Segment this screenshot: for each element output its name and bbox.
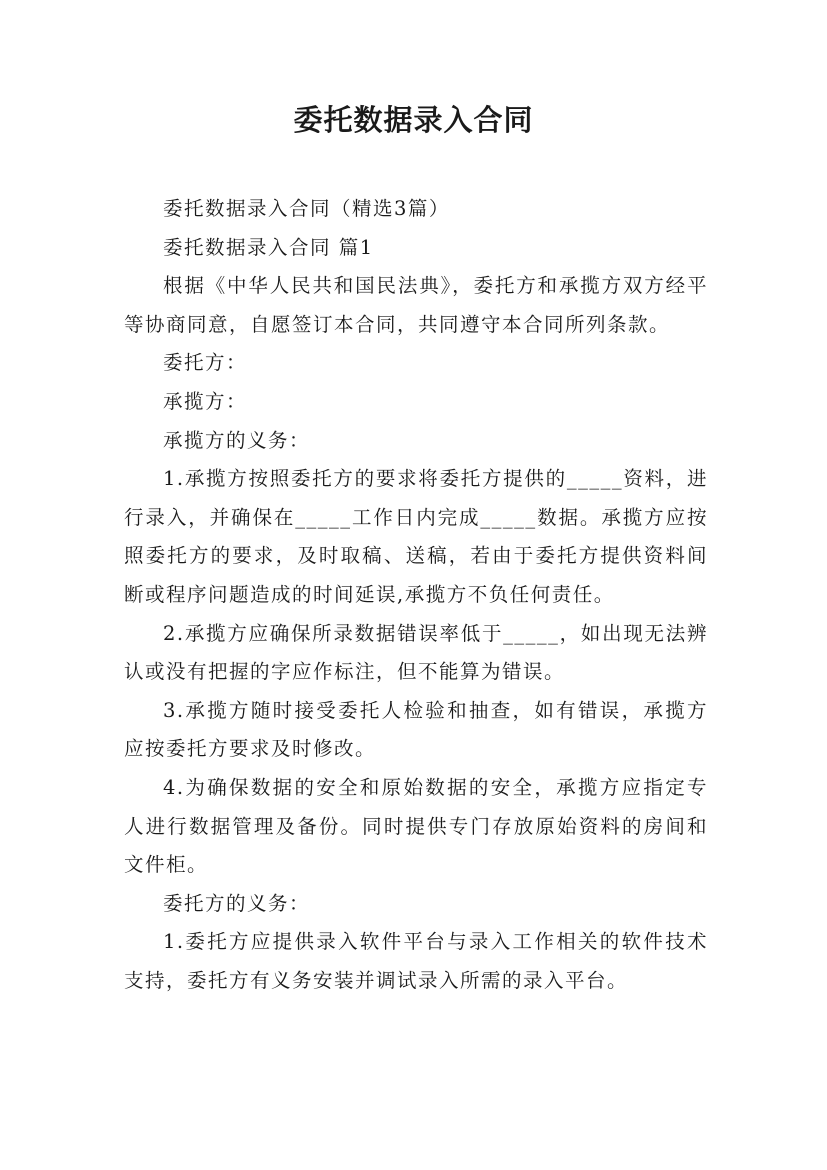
section-heading: 委托数据录入合同 篇1 — [163, 235, 374, 259]
contractor-obligations-heading: 承揽方的义务： — [163, 428, 311, 452]
contractor-clause-3: 3.承揽方随时接受委托人检验和抽查，如有错误，承揽方应按委托方要求及时修改。 — [124, 698, 708, 761]
subtitle-paragraph: 委托数据录入合同（精选3篇） — [163, 197, 450, 220]
contractor-clause-1: 1.承揽方按照委托方的要求将委托方提供的_____资料，进行录入，并确保在_____工作日内完成_____数据。承揽方应按照委托方的要求，及时取稿、送稿，若由于委托方提供资料间断或程序问题造成的时间延误,承揽方不负任何责任。 — [124, 467, 708, 606]
contractor-clause-4: 4.为确保数据的安全和原始数据的安全，承揽方应指定专人进行数据管理及备份。同时提供专门存放原始资料的房间和文件柜。 — [124, 775, 708, 877]
client-clause-1: 1.委托方应提供录入软件平台与录入工作相关的软件技术支持，委托方有义务安装并调试录入所需的录入平台。 — [124, 930, 708, 992]
document-body — [124, 190, 708, 1000]
client-party-line: 委托方： — [163, 351, 248, 375]
document-title: 委托数据录入合同 — [293, 103, 534, 137]
contractor-party-line: 承揽方： — [163, 389, 248, 413]
preamble-paragraph: 根据《中华人民共和国民法典》，委托方和承揽方双方经平等协商同意，自愿签订本合同，共同遵守本合同所列条款。 — [124, 274, 708, 336]
contractor-clause-2: 2.承揽方应确保所录数据错误率低于_____，如出现无法辨认或没有把握的字应作标注，但不能算为错误。 — [124, 621, 708, 684]
client-obligations-heading: 委托方的义务： — [163, 891, 311, 915]
